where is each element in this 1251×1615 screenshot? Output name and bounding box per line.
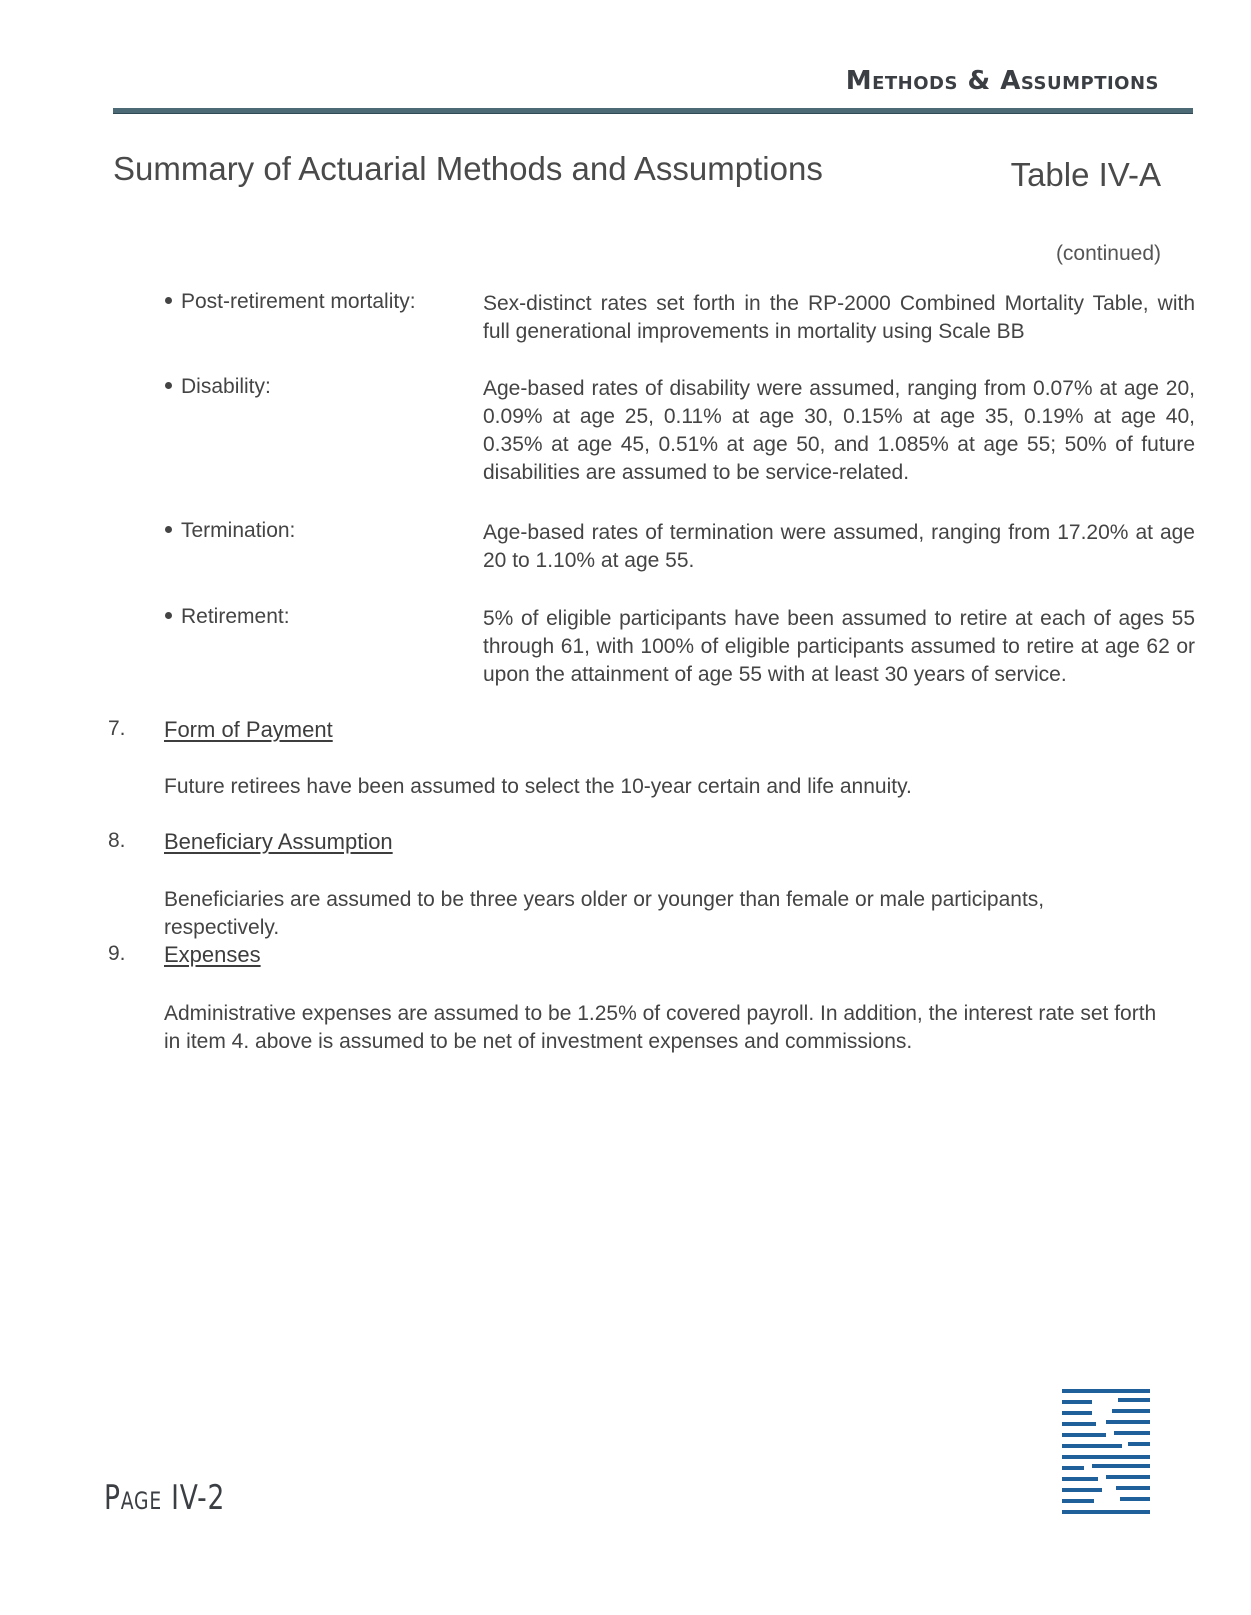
section-heading: Beneficiary Assumption: [164, 829, 393, 854]
bullet-text: Sex-distinct rates set forth in the RP-2000 Combined Mortality Table, with full generational improvements in mortality using Scale BB: [483, 292, 1195, 343]
section-number: 7.: [108, 717, 126, 740]
page-number: Page IV-2: [104, 1478, 226, 1518]
bullet-text: Age-based rates of termination were assumed, ranging from 17.20% at age 20 to 1.10% at age 55.: [483, 521, 1195, 572]
bullet-label-text: Post-retirement mortality:: [181, 290, 416, 313]
bullet-icon: [165, 526, 172, 533]
bullet-icon: [165, 612, 172, 619]
section-number: 9.: [108, 942, 126, 965]
bullet-label: [165, 290, 465, 314]
section-heading: Expenses: [164, 942, 261, 967]
section-number: 8.: [108, 829, 126, 852]
bullet-text: 5% of eligible participants have been assumed to retire at each of ages 55 through 61, with 100% of eligible participants assumed to retire at age 62 or upon the attainment of age 55 with at least 30 years of service.: [483, 607, 1195, 686]
continued-note: (continued): [1055, 242, 1161, 265]
bullet-label-text: Disability:: [181, 375, 271, 398]
bullet-label: [165, 605, 465, 629]
table-label: Table IV-A: [1010, 156, 1161, 193]
bullet-label: [165, 375, 465, 399]
company-logo-icon: [1062, 1385, 1154, 1520]
header-rule: [113, 108, 1193, 114]
section-text: Beneficiaries are assumed to be three years older or younger than female or male participants, respectively.: [164, 888, 1045, 939]
section-text: Future retirees have been assumed to select the 10-year certain and life annuity.: [164, 775, 912, 798]
bullet-text: Age-based rates of disability were assumed, ranging from 0.07% at age 20, 0.09% at age 25, 0.11% at age 30, 0.15% at age 35, 0.19% at age 40, 0.35% at age 45, 0.51% at age 50, and 1.085% at age 55; 50% of future disabilities are assumed to be service-related.: [483, 377, 1195, 484]
section-heading: Form of Payment: [164, 717, 333, 742]
bullet-icon: [165, 382, 172, 389]
section-header: Methods & Assumptions: [845, 66, 1159, 96]
bullet-label-text: Retirement:: [181, 605, 290, 628]
bullet-label: [165, 519, 465, 543]
section-text: Administrative expenses are assumed to be 1.25% of covered payroll. In addition, the interest rate set forth in item 4. above is assumed to be net of investment expenses and commissions.: [164, 1002, 1157, 1053]
bullet-icon: [165, 297, 172, 304]
bullet-label-text: Termination:: [181, 519, 296, 542]
page-title: Summary of Actuarial Methods and Assumptions: [113, 150, 823, 187]
